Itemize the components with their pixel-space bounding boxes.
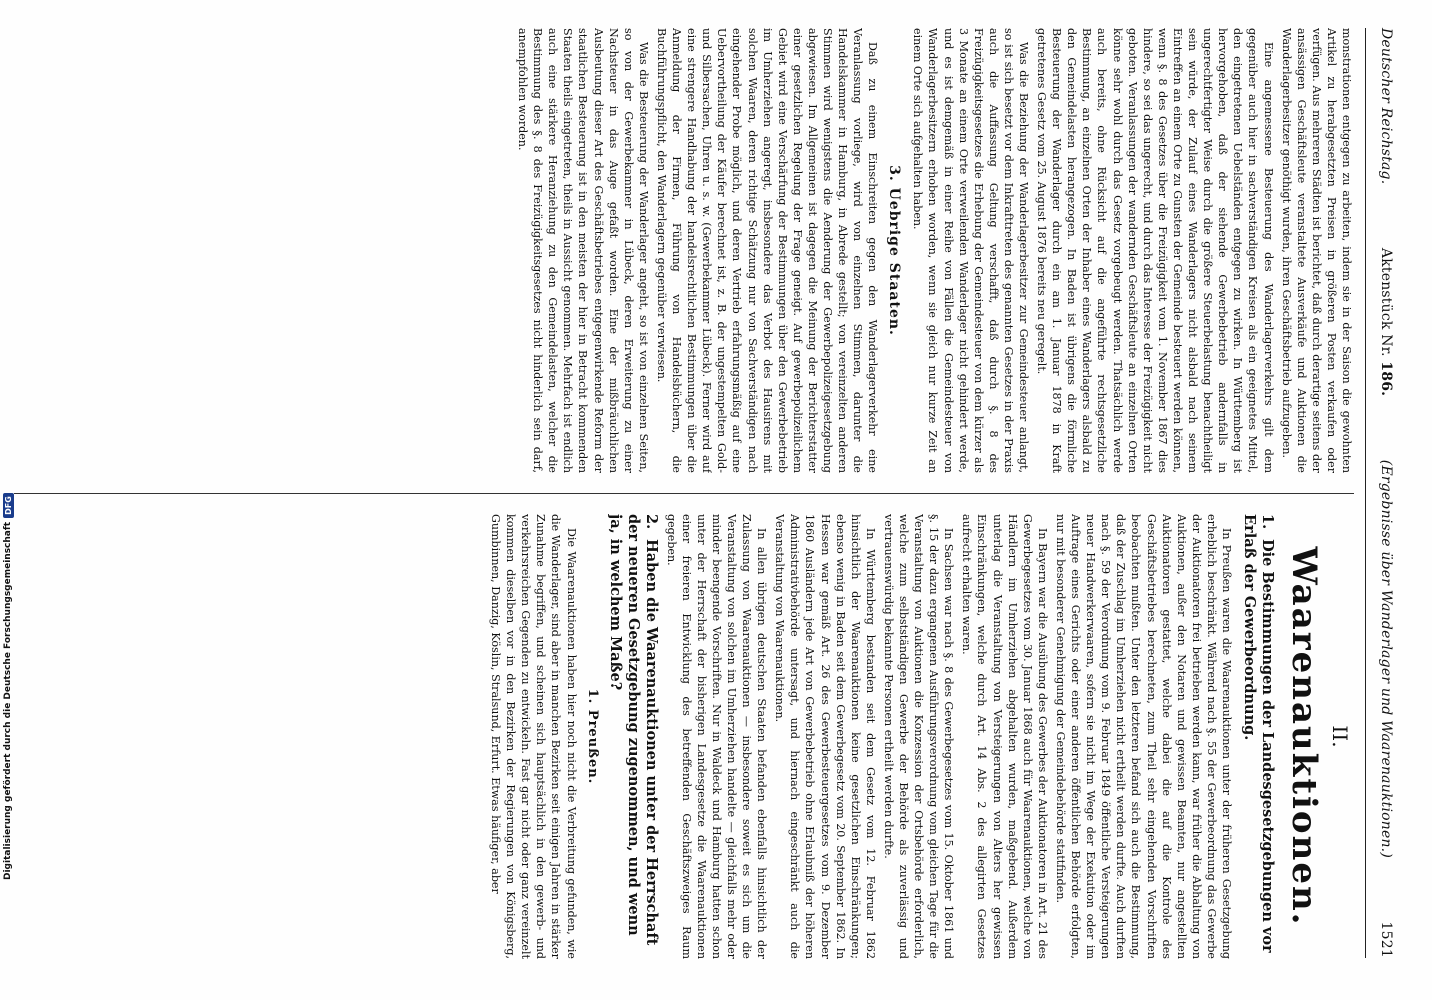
dfg-logo: DFG <box>3 493 14 518</box>
question-text: Haben die Waarenauktionen unter der Herrschaft der neueren Gesetzgebung zugenommen, und wenn ja, in welchem Maße? <box>606 514 660 946</box>
paragraph: In Sachsen war nach §. 8 des Gewerbegesetzes vom 15. Oktober 1861 und §. 15 der dazu ergangenen Ausführungsverordnung vom gleichen Tage für die Veranstaltung von Auktionen die Konzession der Ortsbehörde erforderlich, welche zum selbstständigen Gewerbe der Behörde als zuverlässig und vertrauenswürdig bekannte Personen ertheilt werden durfte. <box>881 514 956 959</box>
part-title: Waarenauktionen. <box>1284 546 1324 927</box>
left-column <box>9 28 1354 473</box>
section-heading: 3. Uebrige Staaten. <box>886 165 903 336</box>
issue-number: 186. <box>1378 361 1394 397</box>
paragraph: In Württemberg bestanden seit dem Gesetz vom 12. Februar 1862 hinsichtlich der Waarenauktionen keine gesetzlichen Einschränkungen; ebenso wenig in Baden seit dem Gewerbegesetz vom 20. September 1862. In Hessen war gemäß Art. 26 des Gewerbesteuergesetzes vom 9. Dezember 1860 Ausländern jede Art von Gewerbebetrieb ohne Erlaubniß der höheren Administrativbehörde untersagt, und hiernach eingeschränkt auch die Veranstaltung von Waarenauktionen. <box>773 514 877 959</box>
right-column <box>9 514 1354 959</box>
paragraph: Was die Beziehung der Wanderlagerbesitzer zur Gemeindesteuer anlangt, so ist sich besetzt vor dem Inkrafttreten des genannten Gesetzes in der Praxis auch die Auffassung Geltung verschafft, daß durch §. 8 des Freizügigkeitsgesetzes die Erhebung der Gemeindesteuer von dem kürzer als 3 Monate an einem Orte verweilenden Wanderlager nicht gehindert werde, und es ist demgemäß in einer Reihe von Fällen die Gemeindesteuer von Wanderlagerbesitzern erhoben worden, wenn sie gleich nur kurze Zeit an einem Orte sich aufgehalten haben. <box>911 28 1031 473</box>
paragraph: Die Waarenauktionen haben hier noch nicht die Verbreitung gefunden, wie die Wanderlager, sind aber in manchen Bezirken seit einigen Jahren in stärker Zunahme begriffen, und scheinen sich hauptsächlich in den gewerb- und verkehrsreichen Gegenden zu entwickeln. Fast gar nicht oder ganz vereinzelt kommen dieselben vor in den Bezirken der Regierungen von Königsberg, Gumbinnen, Danzig, Köslin, Stralsund, Erfurt. Etwas häufiger, aber <box>489 514 578 959</box>
running-head-issue <box>1378 248 1394 396</box>
digitization-notice <box>0 120 16 880</box>
subsection-heading: 1. Preußen. <box>584 688 600 785</box>
paragraph: In Bayern war die Ausübung des Gewerbes der Auktionatoren in Art. 21 des Gewerbegesetzes vom 30. Januar 1868 auch für Waarenauktionen, welche von Händlern im Umherziehen abgehalten wurden, maßgebend. Außerdem unterlag die Veranstaltung von Versteigerungen von Alters her gewissen Einschränkungen, welche durch Art. 14 Abs. 2 des allegirten Gesetzes aufrecht erhalten waren. <box>960 514 1049 959</box>
page-body <box>4 28 1394 958</box>
page-number: 1521 <box>1378 921 1394 958</box>
question-text: Die Bestimmungen der Landesgesetzgebungen vor Erlaß der Gewerbeordnung. <box>1241 514 1276 953</box>
running-head-subtitle: (Ergebnisse über Wanderlager und Waarenauktionen.) <box>1378 459 1394 858</box>
column-rule <box>14 493 1354 494</box>
paragraph: monstrationen entgegen zu arbeiten, indem sie in der Saison die gewohnten Artikel zu herabgesetzten Preisen in größeren Posten verkaufen oder verfügen. Aus mehreren Städten ist berichtet, daß durch derartige seitens der ansässigen Geschäftsleute veranstaltete Ausverkäufe und Auktionen die Wanderlagerbesitzer genöthigt wurden, ihren Geschäftsbetrieb aufzugeben. <box>1279 28 1353 473</box>
question-heading <box>1240 514 1276 959</box>
part-numeral: II. <box>1328 725 1352 748</box>
question-number: 1. <box>1259 514 1276 530</box>
paragraph: In Preußen waren die Waarenauktionen unter der früheren Gesetzgebung erheblich beschränkt. Während nach §. 55 der Gewerbeordnung das Gewerbe der Auktionatoren frei betrieben werden kann, war früher die Abhaltung von Auktionen, außer den Notaren und gewissen Beamten, nur angestellten Auktionatoren gestattet, welche dabei die auf die Kontrole des Geschäftsbetriebes berechneten, zum Theil sehr eingehenden Vorschriften beobachten mußten. Unter den letzteren befand sich auch die Bestimmung, daß der Zuschlag im Umherziehen nicht ertheilt werden durfte. Auch durften nach §. 59 der Verordnung vom 9. Februar 1849 öffentliche Versteigerungen neuer Handwerkerwaaren, sofern sie nicht im Wege der Exekution oder im Auftrage eines Gerichts oder einer anderen öffentlichen Behörde erfolgten, nur mit besonderer Genehmigung der Gemeindebehörde stattfinden. <box>1053 514 1233 959</box>
question-heading <box>606 514 660 959</box>
header-rule <box>1365 28 1366 958</box>
paragraph: Eine angemessene Besteuerung des Wanderlagerverkehrs gilt dem gegenüber auch hier in sachverständigen Kreisen als ein geeignetes Mittel, den eingetretenen Uebelständen entgegen zu wirken. In Württemberg ist hervorgehoben, daß der siehende Gewerbebetrieb andernfalls in ungerechtfertigter Weise durch die größere Steuerbelastung benachtheiligt sein würde, der Zulauf eines Wanderlagers nicht alsbald nach seinem Eintreffen an einem Orte zu Gunsten der Gemeinde besteuert werden können, wenn §. 8 des Gesetzes über die Freizügigkeit vom 1. November 1867 dies hindere, so sei das ungerecht, und durch das Interesse der Freizügigkeit nicht geboten. Veranlassungen der wandernden Geschäftsleute an einzelnen Orten könne sehr wohl durch das Gesetz vorgebeugt werden. Thatsächlich werde auch bereits, ohne Rücksicht auf die angeführte rechtsgesetzliche Bestimmung, an einzelnen Orten der Inhaber eines Wanderlagers alsbald zu den Gemeindelasten herangezogen. In Baden ist übrigens die förmliche Besteuerung der Wanderlager durch ein am 1. Januar 1878 in Kraft getretenes Gesetz vom 25. August 1876 bereits neu geregelt. <box>1035 28 1275 473</box>
digitization-text: Digitalisierung gefördert durch die Deutsche Forschungsgemeinschaft <box>3 521 13 880</box>
paragraph: In allen übrigen deutschen Staaten befanden ebenfalls hinsichtlich der Zulassung von Waarenauktionen — insbesondere soweit es sich um die Veranstaltung von solchen im Umherziehen handelte — gleichfalls mehr oder minder beengende Vorschriften. Nur in Waldeck und Hamburg hatten schon unter der Herrschaft der bisherigen Landesgesetze die Waarenauktionen einer freieren Entwicklung des betreffenden Geschäftszweiges Raum gegeben. <box>664 514 769 959</box>
issue-prefix: Aktenstück Nr. <box>1378 247 1394 357</box>
paragraph: Daß zu einem Einschreiten gegen den Wanderlagerverkehr eine Veranlassung vorliege, wird von einzelnen Stimmen, darunter die Handelskammer in Hamburg, in Abrede gestellt; von vereinzelten anderen Stimmen wird wenigstens die Aenderung der Gewerbepolizeigesetzgebung abgewiesen. Im Allgemeinen ist dagegen die Meinung der Berichterstatter einer gesetzlichen Regelung der Frage geneigt. Auf gewerbepolizeilichem Gebiet wird eine Verschärfung der Bestimmungen über den Gewerbebetrieb im Umherziehen angeregt, insbesondere das Verbot des Hausirens mit solchen Waaren, deren richtige Schätzung nur von Sachverständigen nach eingehender Probe möglich, und deren Vertrieb erfahrungsmäßig auf eine Uebervortheilung der Käufer berechnet ist, z. B. der ungestempelten Gold- und Silbersachen, Uhren u. s. w. (Gewerbekammer Lübeck). Ferner wird auf eine strengere Handhabung der handelsrechtlichen Bestimmungen über die Anmeldung der Firmen, Führung von Handelsbüchern, die Buchführungspflicht, den Wanderlagern gegenüber verwiesen. <box>654 28 880 473</box>
paragraph: Was die Besteuerung der Wanderlager angeht, so ist von einzelnen Seiten, so von der Gewerbekammer in Lübeck, deren Erweiterung zu einer Nachsteuer in das Auge gefaßt worden. Eine der mißbräuchlichen Ausbeutung dieser Art des Geschäftsbetriebes entgegenwirkende Reform der staatlichen Besteuerung ist in den meisten der hier in Betracht kommenden Staaten theils eingetreten, theils in Aussicht genommen. Mehrfach ist endlich auch eine stärkere Heranziehung zu den Gemeindelasten, welcher die Bestimmung des §. 8 des Freizügigkeitsgesetzes nicht hinderlich sein darf, anempfohlen worden. <box>516 28 650 473</box>
question-number: 2. <box>642 514 660 530</box>
running-head-title: Deutscher Reichstag. <box>1378 28 1394 185</box>
running-head <box>1368 28 1394 958</box>
